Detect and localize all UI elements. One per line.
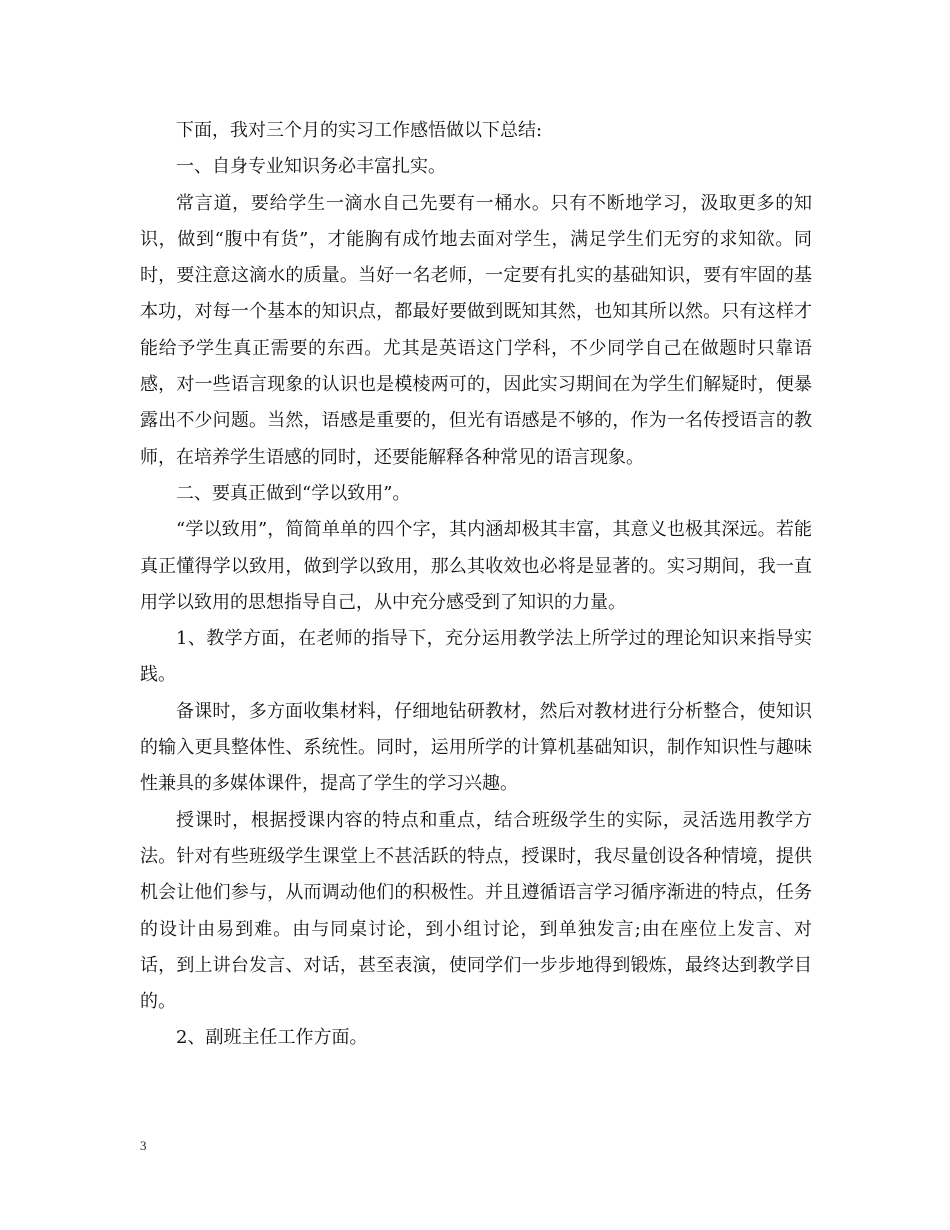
subheading-assistant-class-teacher: 2、副班主任工作方面。	[176, 1027, 368, 1049]
heading-section-1: 一、自身专业知识务必丰富扎实。	[176, 156, 446, 178]
page-number: 3	[140, 1138, 147, 1153]
document-body	[140, 113, 812, 1057]
paragraph-lesson-prep: 备课时，多方面收集材料，仔细地钻研教材，然后对教材进行分析整合，使知识的输入更具整体性、系统性。同时，运用所学的计算机基础知识，制作知识性与趣味性兼具的多媒体课件，提高了学生的学习兴趣。	[140, 700, 812, 795]
paragraph-section-2-body: “学以致用”，简简单单的四个字，其内涵却极其丰富，其意义也极其深远。若能真正懂得学以致用，做到学以致用，那么其收效也必将是显著的。实习期间，我一直用学以致用的思想指导自己，从中充分感受到了知识的力量。	[140, 519, 812, 613]
heading-section-2: 二、要真正做到“学以致用”。	[176, 482, 411, 504]
paragraph-section-1-body: 常言道，要给学生一滴水自己先要有一桶水。只有不断地学习，汲取更多的知识，做到“腹中有货”，才能胸有成竹地去面对学生，满足学生们无穷的求知欲。同时，要注意这滴水的质量。当好一名老师，一定要有扎实的基础知识，要有牢固的基本功，对每一个基本的知识点，都最好要做到既知其然，也知其所以然。只有这样才能给予学生真正需要的东西。尤其是英语这门学科，不少同学自己在做题时只靠语感，对一些语言现象的认识也是模棱两可的，因此实习期间在为学生们解疑时，便暴露出不少问题。当然，语感是重要的，但光有语感是不够的，作为一名传授语言的教师，在培养学生语感的同时，还要能解释各种常见的语言现象。	[140, 192, 812, 468]
paragraph-lecturing: 授课时，根据授课内容的特点和重点，结合班级学生的实际，灵活选用教学方法。针对有些班级学生课堂上不甚活跃的特点，授课时，我尽量创设各种情境，提供机会让他们参与，从而调动他们的积极性。并且遵循语言学习循序渐进的特点，任务的设计由易到难。由与同桌讨论，到小组讨论，到单独发言;由在座位上发言、对话，到上讲台发言、对话，甚至表演，使同学们一步步地得到锻炼，最终达到教学目的。	[140, 809, 812, 1013]
paragraph-intro: 下面，我对三个月的实习工作感悟做以下总结:	[176, 120, 543, 141]
subheading-teaching: 1、教学方面，在老师的指导下，充分运用教学法上所学过的理论知识来指导实践。	[140, 628, 812, 686]
